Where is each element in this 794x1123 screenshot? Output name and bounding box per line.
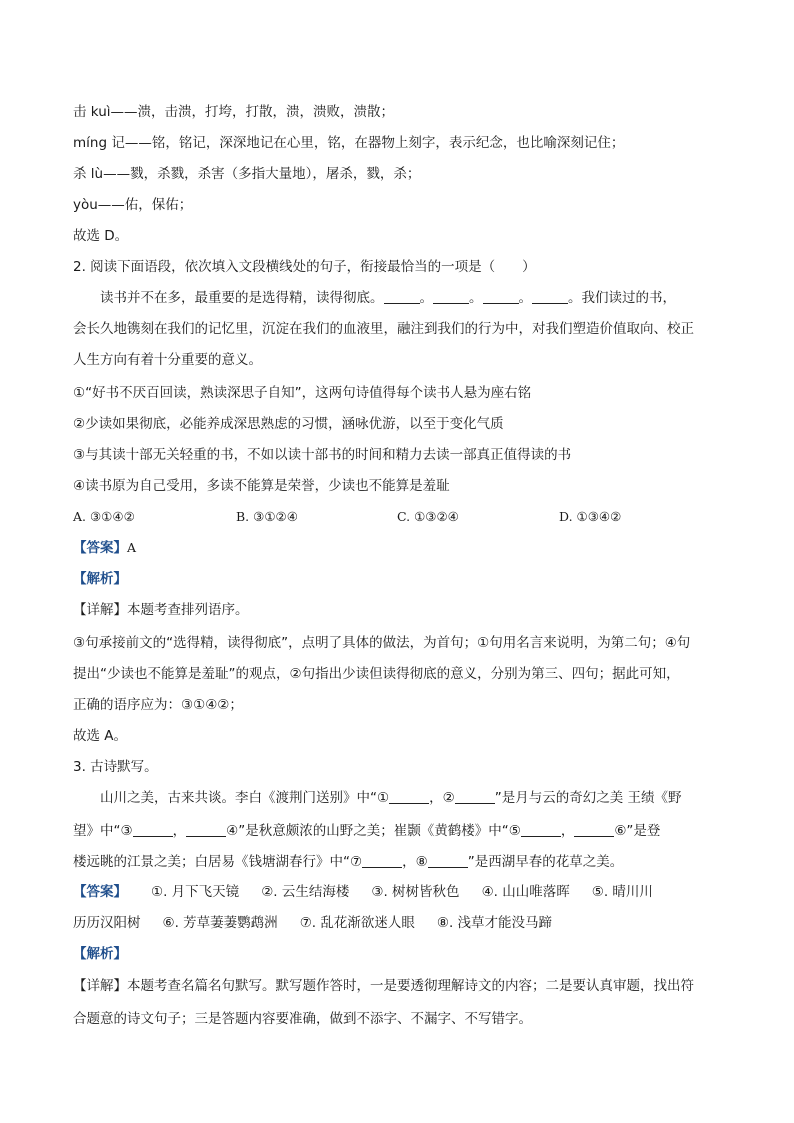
q2-detail-line-4: 正确的语序应为：③①④②；	[73, 697, 243, 713]
text-line: 故选 D。	[73, 228, 129, 244]
q3-text: ”是西湖早春的花草之美。	[467, 854, 624, 870]
q2-paragraph-line-1: 读书并不在多，最重要的是选得精，读得彻底。 。 。 。 。我们读过的书，	[100, 290, 676, 306]
answer-item: 历历汉阳树	[73, 915, 141, 931]
sentence-4: ④读书原为自己受用，多读不能算是荣誉，少读也不能算是羞耻	[73, 478, 450, 494]
q3-text: 望》中“③	[73, 823, 133, 839]
answer-item: ②. 云生结海楼	[261, 884, 350, 900]
q3-detail-line-1	[73, 976, 723, 996]
q3-text: ④”是秋意颇浓的山野之美；崔颢《黄鹤楼》中“⑤	[226, 823, 521, 839]
blank-line	[532, 289, 568, 304]
answer-tag: 【答案】	[73, 884, 127, 900]
text-line: 击 kuì——溃，击溃，打垮，打散，溃，溃败，溃散；	[73, 104, 395, 120]
blank-line	[384, 289, 420, 304]
q3-text: ，	[560, 823, 575, 839]
blank-line	[186, 822, 226, 837]
q2-paragraph-line-3: 人生方向有着十分重要的意义。	[73, 352, 262, 368]
q2-analysis-tag	[73, 569, 723, 589]
blank-line	[574, 822, 614, 837]
q3-detail-line-2: 合题意的诗文句子；三是答题内容要准确，做到不添字、不漏字、不写错字。	[73, 1011, 532, 1027]
answer-item: ③. 树树皆秋色	[371, 884, 460, 900]
text-line: 杀 lù——戮，杀戮，杀害（多指大量地），屠杀，戮，杀；	[73, 166, 421, 182]
question-3-stem: 3. 古诗默写。	[73, 759, 158, 775]
q3-answer-line-1	[73, 882, 723, 902]
option-a: A. ③①④②	[73, 509, 135, 524]
q2-paragraph-line-2: 会长久地镌刻在我们的记忆里，沉淀在我们的血液里，融注到我们的行为中，对我们塑造价值取向、校正	[73, 321, 694, 337]
blank-line	[362, 853, 402, 868]
q3-text: ，	[172, 823, 187, 839]
q3-paragraph-line-3	[73, 852, 723, 872]
detail-tag: 【详解】	[73, 602, 127, 618]
detail-text: 本题考查名篇名句默写。默写题作答时，一是要透彻理解诗文的内容；二是要认真审题，找出符	[127, 978, 694, 994]
answer-tag: 【答案】	[73, 540, 127, 556]
text-line: míng 记——铭，铭记，深深地记在心里，铭，在器物上刻字，表示纪念，也比喻深刻记住；	[73, 135, 625, 151]
q3-text: ，②	[429, 790, 455, 806]
blank-line	[428, 853, 468, 868]
detail-tag: 【详解】	[73, 978, 127, 994]
analysis-tag: 【解析】	[73, 946, 127, 962]
blank-line	[133, 822, 173, 837]
answer-value: A	[127, 540, 137, 555]
answer-item: ⑤. 晴川川	[591, 884, 653, 900]
q3-text: ，⑧	[402, 854, 428, 870]
q2-paragraph-mid: 我们读过的书，	[581, 290, 676, 306]
blank-line	[483, 289, 519, 304]
answer-item: ⑥. 芳草萋萋鹦鹉洲	[162, 915, 278, 931]
blank-line	[521, 822, 561, 837]
detail-text: 本题考查排列语序。	[127, 602, 249, 618]
option-b: B. ③①②④	[236, 509, 298, 524]
sentence-2: ②少读如果彻底，必能养成深思熟虑的习惯，涵咏优游，以至于变化气质	[73, 416, 504, 432]
sentence-1: ①“好书不厌百回读，熟读深思子自知”，这两句诗值得每个读书人悬为座右铭	[73, 385, 532, 401]
answer-item: ④. 山山唯落晖	[481, 884, 570, 900]
q3-text: ⑥”是登	[614, 823, 661, 839]
answer-item: ⑧. 浅草才能没马蹄	[436, 915, 553, 931]
q2-detail-line-2: ③句承接前文的“选得精，读得彻底”，点明了具体的做法，为首句；①句用名言来说明，为第二句；④句	[73, 635, 691, 651]
blank-line	[389, 789, 429, 804]
q3-text: 楼远眺的江景之美；白居易《钱塘湖春行》中“⑦	[73, 854, 363, 870]
q3-text: 山川之美，古来共谈。李白《渡荆门送别》中“①	[100, 790, 390, 806]
q3-text: ”是月与云的奇幻之美 王绩《野	[494, 790, 682, 806]
q3-paragraph-line-2	[73, 821, 723, 841]
option-c: C. ①③②④	[397, 509, 459, 524]
blank-line	[433, 289, 469, 304]
q2-detail-line-3: 提出“少读也不能算是羞耻”的观点，②句指出少读但读得彻底的意义，分别为第三、四句；据此可知，	[73, 666, 680, 682]
analysis-tag: 【解析】	[73, 571, 127, 587]
blank-line	[455, 789, 495, 804]
q2-paragraph-start: 读书并不在多，最重要的是选得精，读得彻底。	[100, 290, 384, 306]
q2-detail-line-1	[73, 600, 723, 620]
answer-item: ①. 月下飞天镜	[151, 884, 240, 900]
q3-answer-line-2	[73, 913, 723, 933]
text-line: yòu——佑，保佑；	[73, 197, 193, 213]
sentence-3: ③与其读十部无关轻重的书，不如以读十部书的时间和精力去读一部真正值得读的书	[73, 447, 572, 463]
answer-item: ⑦. 乱花渐欲迷人眼	[299, 915, 415, 931]
q2-conclusion: 故选 A。	[73, 728, 128, 744]
q3-paragraph-line-1	[100, 788, 723, 808]
option-d: D. ①③④②	[559, 509, 622, 524]
q3-analysis-tag	[73, 944, 723, 964]
question-2-stem: 2. 阅读下面语段，依次填入文段横线处的句子，衔接最恰当的一项是（ ）	[73, 259, 536, 275]
q2-answer-line	[73, 538, 723, 558]
